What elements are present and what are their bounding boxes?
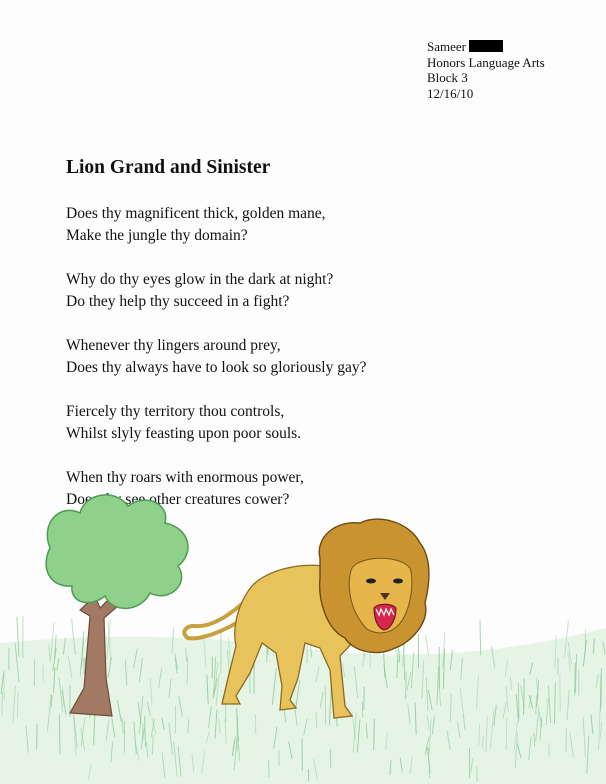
- poem-line: Why do thy eyes glow in the dark at night?: [66, 271, 334, 288]
- student-header: [427, 39, 545, 101]
- tree-canopy: [46, 495, 188, 608]
- poem-line: Does thy always have to look so gloriously gay?: [66, 359, 367, 376]
- poem-line: Whenever thy lingers around prey,: [66, 337, 281, 354]
- poem-title: Lion Grand and Sinister: [66, 157, 271, 178]
- crayon-drawing: [0, 478, 606, 784]
- grass-stroke: [575, 663, 576, 696]
- grass-stroke: [59, 715, 60, 755]
- block-number: Block 3: [427, 70, 468, 85]
- grass-stroke: [374, 719, 375, 751]
- stanza-4: [66, 401, 366, 445]
- grass-stroke: [506, 718, 507, 751]
- poem-line: Make the jungle thy domain?: [66, 227, 248, 244]
- poem-line: Whilst slyly feasting upon poor souls.: [66, 425, 302, 442]
- stanza-2: [66, 269, 366, 313]
- grass-stroke: [399, 651, 400, 663]
- lion-eye-right: [393, 579, 403, 584]
- grass-stroke: [2, 692, 3, 715]
- redaction-bar: [469, 40, 503, 52]
- poem-line: Fiercely thy territory thou controls,: [66, 403, 285, 420]
- student-name: Sameer: [427, 39, 466, 54]
- grass-stroke: [480, 620, 481, 655]
- grass-stroke: [518, 683, 519, 719]
- grass-stroke: [269, 760, 270, 778]
- grass-stroke: [51, 695, 52, 707]
- grass-stroke: [560, 674, 561, 712]
- stanza-3: [66, 335, 366, 379]
- lion-eye-left: [366, 579, 376, 584]
- stanza-1: [66, 203, 366, 247]
- class-name: Honors Language Arts: [427, 54, 545, 70]
- poem-line: Do they help thy succeed in a fight?: [66, 293, 290, 310]
- grass-stroke: [84, 659, 85, 674]
- grass-stroke: [601, 668, 602, 709]
- grass-stroke: [524, 679, 525, 716]
- poem-line: When thy roars with enormous power,: [66, 469, 304, 486]
- date: 12/16/10: [427, 85, 474, 101]
- grass-stroke: [426, 635, 429, 654]
- grass-stroke: [479, 725, 480, 745]
- poem-line: Does thy magnificent thick, golden mane,: [66, 205, 326, 222]
- poem-line: Does thy see other creatures cower?: [66, 491, 290, 508]
- student-name-line: [427, 39, 545, 55]
- grass-stroke: [187, 657, 188, 685]
